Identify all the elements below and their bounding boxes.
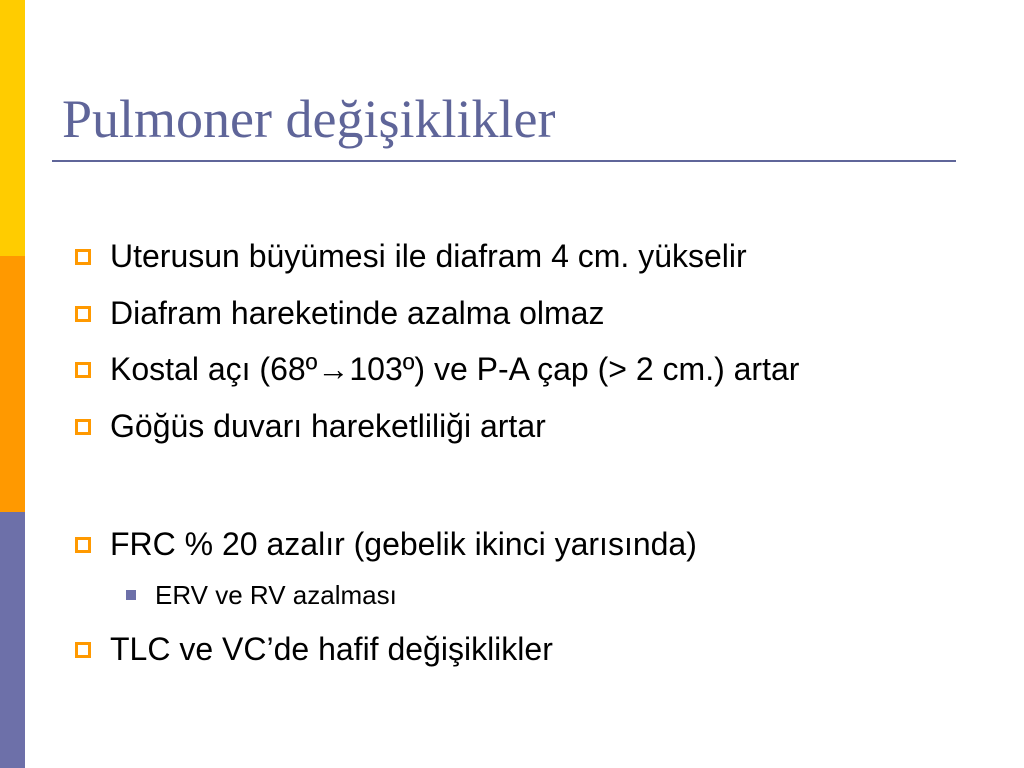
slide-title: Pulmoner değişiklikler [62,89,556,149]
filled-square-bullet-icon [126,590,136,600]
bullet-text: FRC % 20 azalır (gebelik ikinci yarısında) [110,526,697,562]
bullet-text: Göğüs duvarı hareketliliği artar [110,408,546,444]
hollow-square-bullet-icon [75,362,91,378]
sub-bullet-text: ERV ve RV azalması [155,580,397,610]
bullet-text: Diafram hareketinde azalma olmaz [110,295,605,331]
hollow-square-bullet-icon [75,419,91,435]
bullet-text: Uterusun büyümesi ile diafram 4 cm. yükselir [110,238,747,274]
bullet-text: TLC ve VC’de hafif değişiklikler [110,631,553,667]
hollow-square-bullet-icon [75,642,91,658]
hollow-square-bullet-icon [75,249,91,265]
hollow-square-bullet-icon [75,537,91,553]
hollow-square-bullet-icon [75,306,91,322]
bullet-text: Kostal açı (68º→103º) ve P-A çap (> 2 cm.) artar [110,351,800,387]
